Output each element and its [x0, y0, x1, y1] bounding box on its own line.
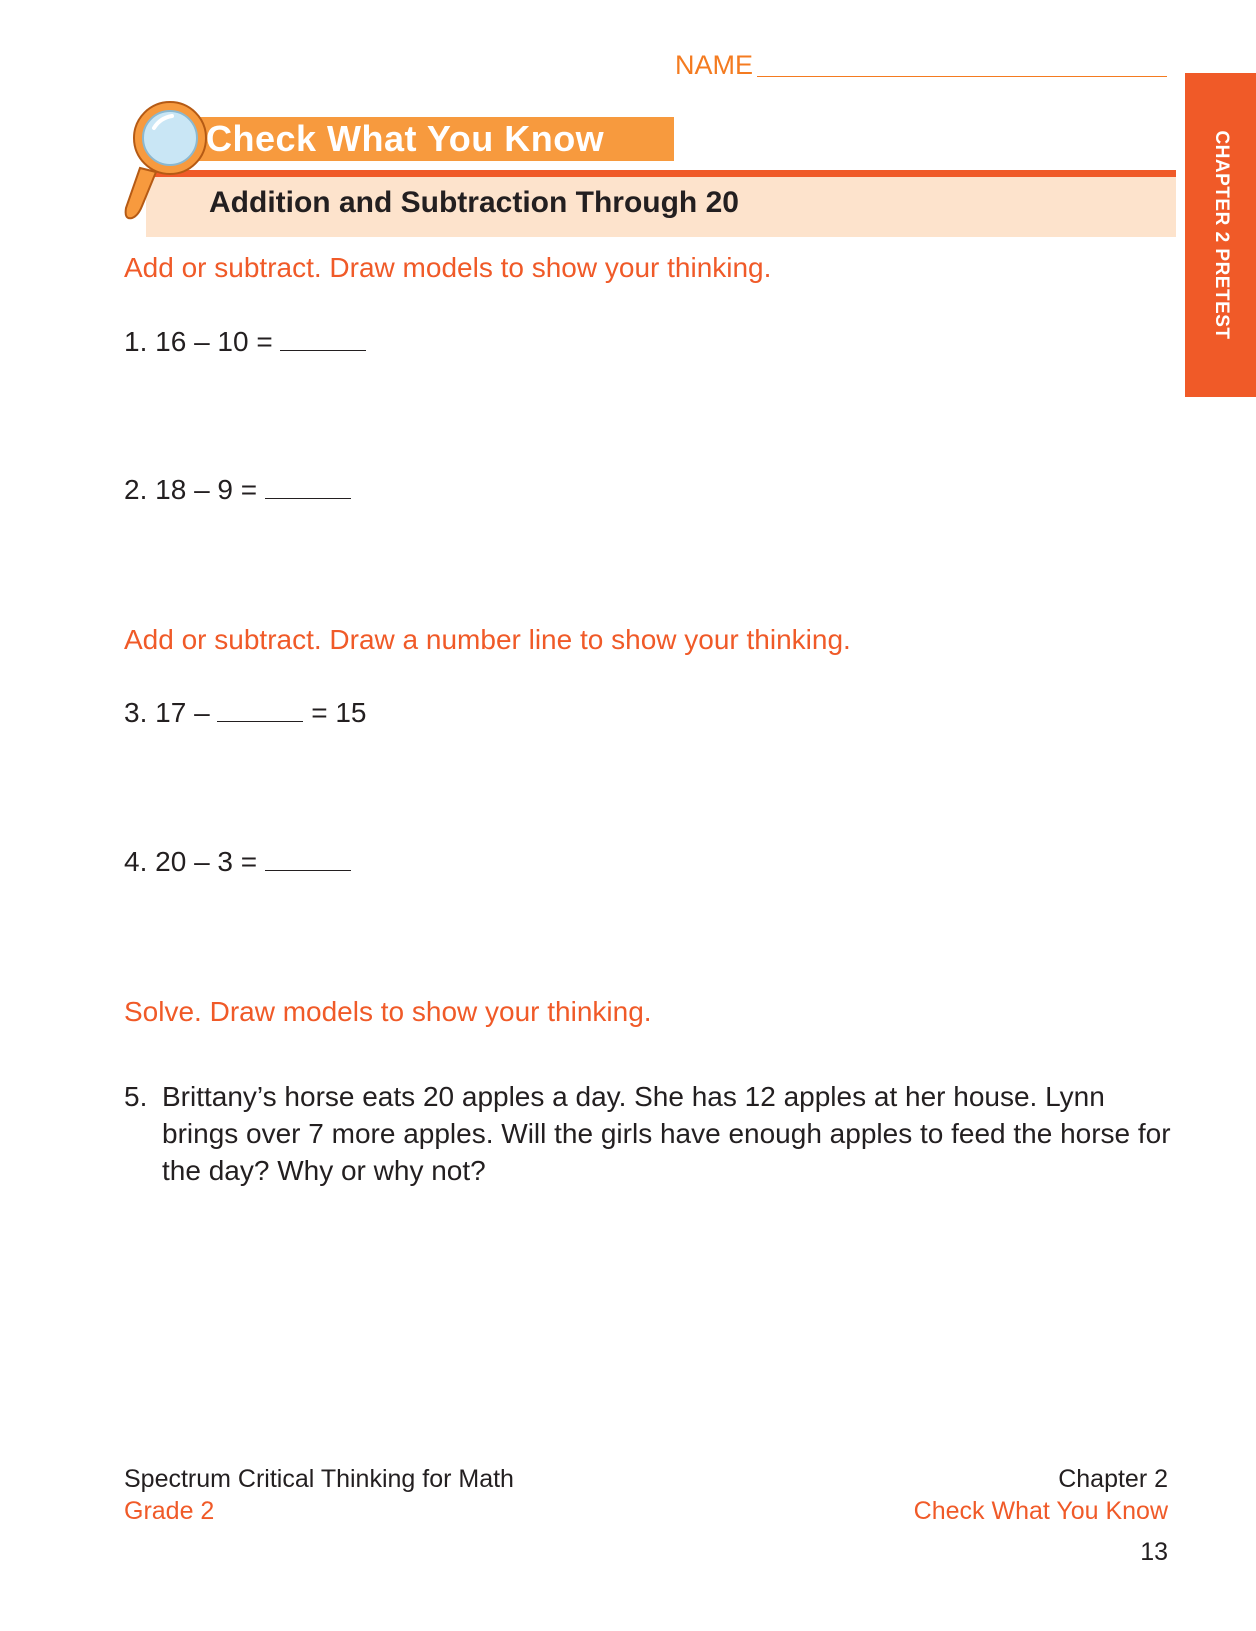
side-tab-label: CHAPTER 2 PRETEST	[1210, 130, 1232, 340]
page-title: Check What You Know	[206, 118, 605, 159]
problem-expression: 18 – 9 =	[155, 474, 258, 505]
footer-section: Check What You Know	[913, 1497, 1168, 1525]
problem-expression-end: = 15	[311, 697, 367, 728]
page-subtitle: Addition and Subtraction Through 20	[209, 186, 739, 219]
page-number: 13	[1140, 1538, 1168, 1566]
problem-number: 5.	[124, 1081, 148, 1112]
problem-expression: 20 – 3 =	[155, 846, 258, 877]
problem-1	[124, 326, 366, 358]
footer-book-title: Spectrum Critical Thinking for Math	[124, 1465, 514, 1493]
chapter-side-tab	[1185, 73, 1256, 397]
problem-number: 4.	[124, 846, 148, 877]
problem-expression: 17 –	[155, 697, 210, 728]
answer-blank[interactable]	[265, 476, 351, 499]
word-problem-text: Brittany’s horse eats 20 apples a day. She has 12 apples at her house. Lynn brings over 7 more apples. Will the girls have enough apples to feed the horse for the day? Why or why not?	[162, 1081, 1171, 1186]
answer-blank[interactable]	[280, 328, 366, 351]
section-1-instruction: Add or subtract. Draw models to show your thinking.	[124, 252, 772, 283]
magnifying-glass-icon	[120, 98, 210, 226]
name-input-line[interactable]	[757, 76, 1167, 77]
problem-2	[124, 474, 351, 506]
name-label: NAME	[675, 50, 754, 80]
section-2-instruction: Add or subtract. Draw a number line to show your thinking.	[124, 624, 851, 655]
problem-expression: 16 – 10 =	[155, 326, 273, 357]
problem-number: 3.	[124, 697, 148, 728]
header-rule	[146, 170, 1176, 177]
answer-blank[interactable]	[217, 699, 303, 722]
problem-3	[124, 697, 366, 729]
footer-grade: Grade 2	[124, 1497, 215, 1525]
answer-blank[interactable]	[265, 848, 351, 871]
problem-number: 1.	[124, 326, 148, 357]
title-box	[196, 117, 674, 161]
section-3-instruction: Solve. Draw models to show your thinking.	[124, 996, 652, 1027]
problem-4	[124, 846, 351, 878]
footer-chapter: Chapter 2	[1058, 1465, 1168, 1493]
problem-number: 2.	[124, 474, 148, 505]
